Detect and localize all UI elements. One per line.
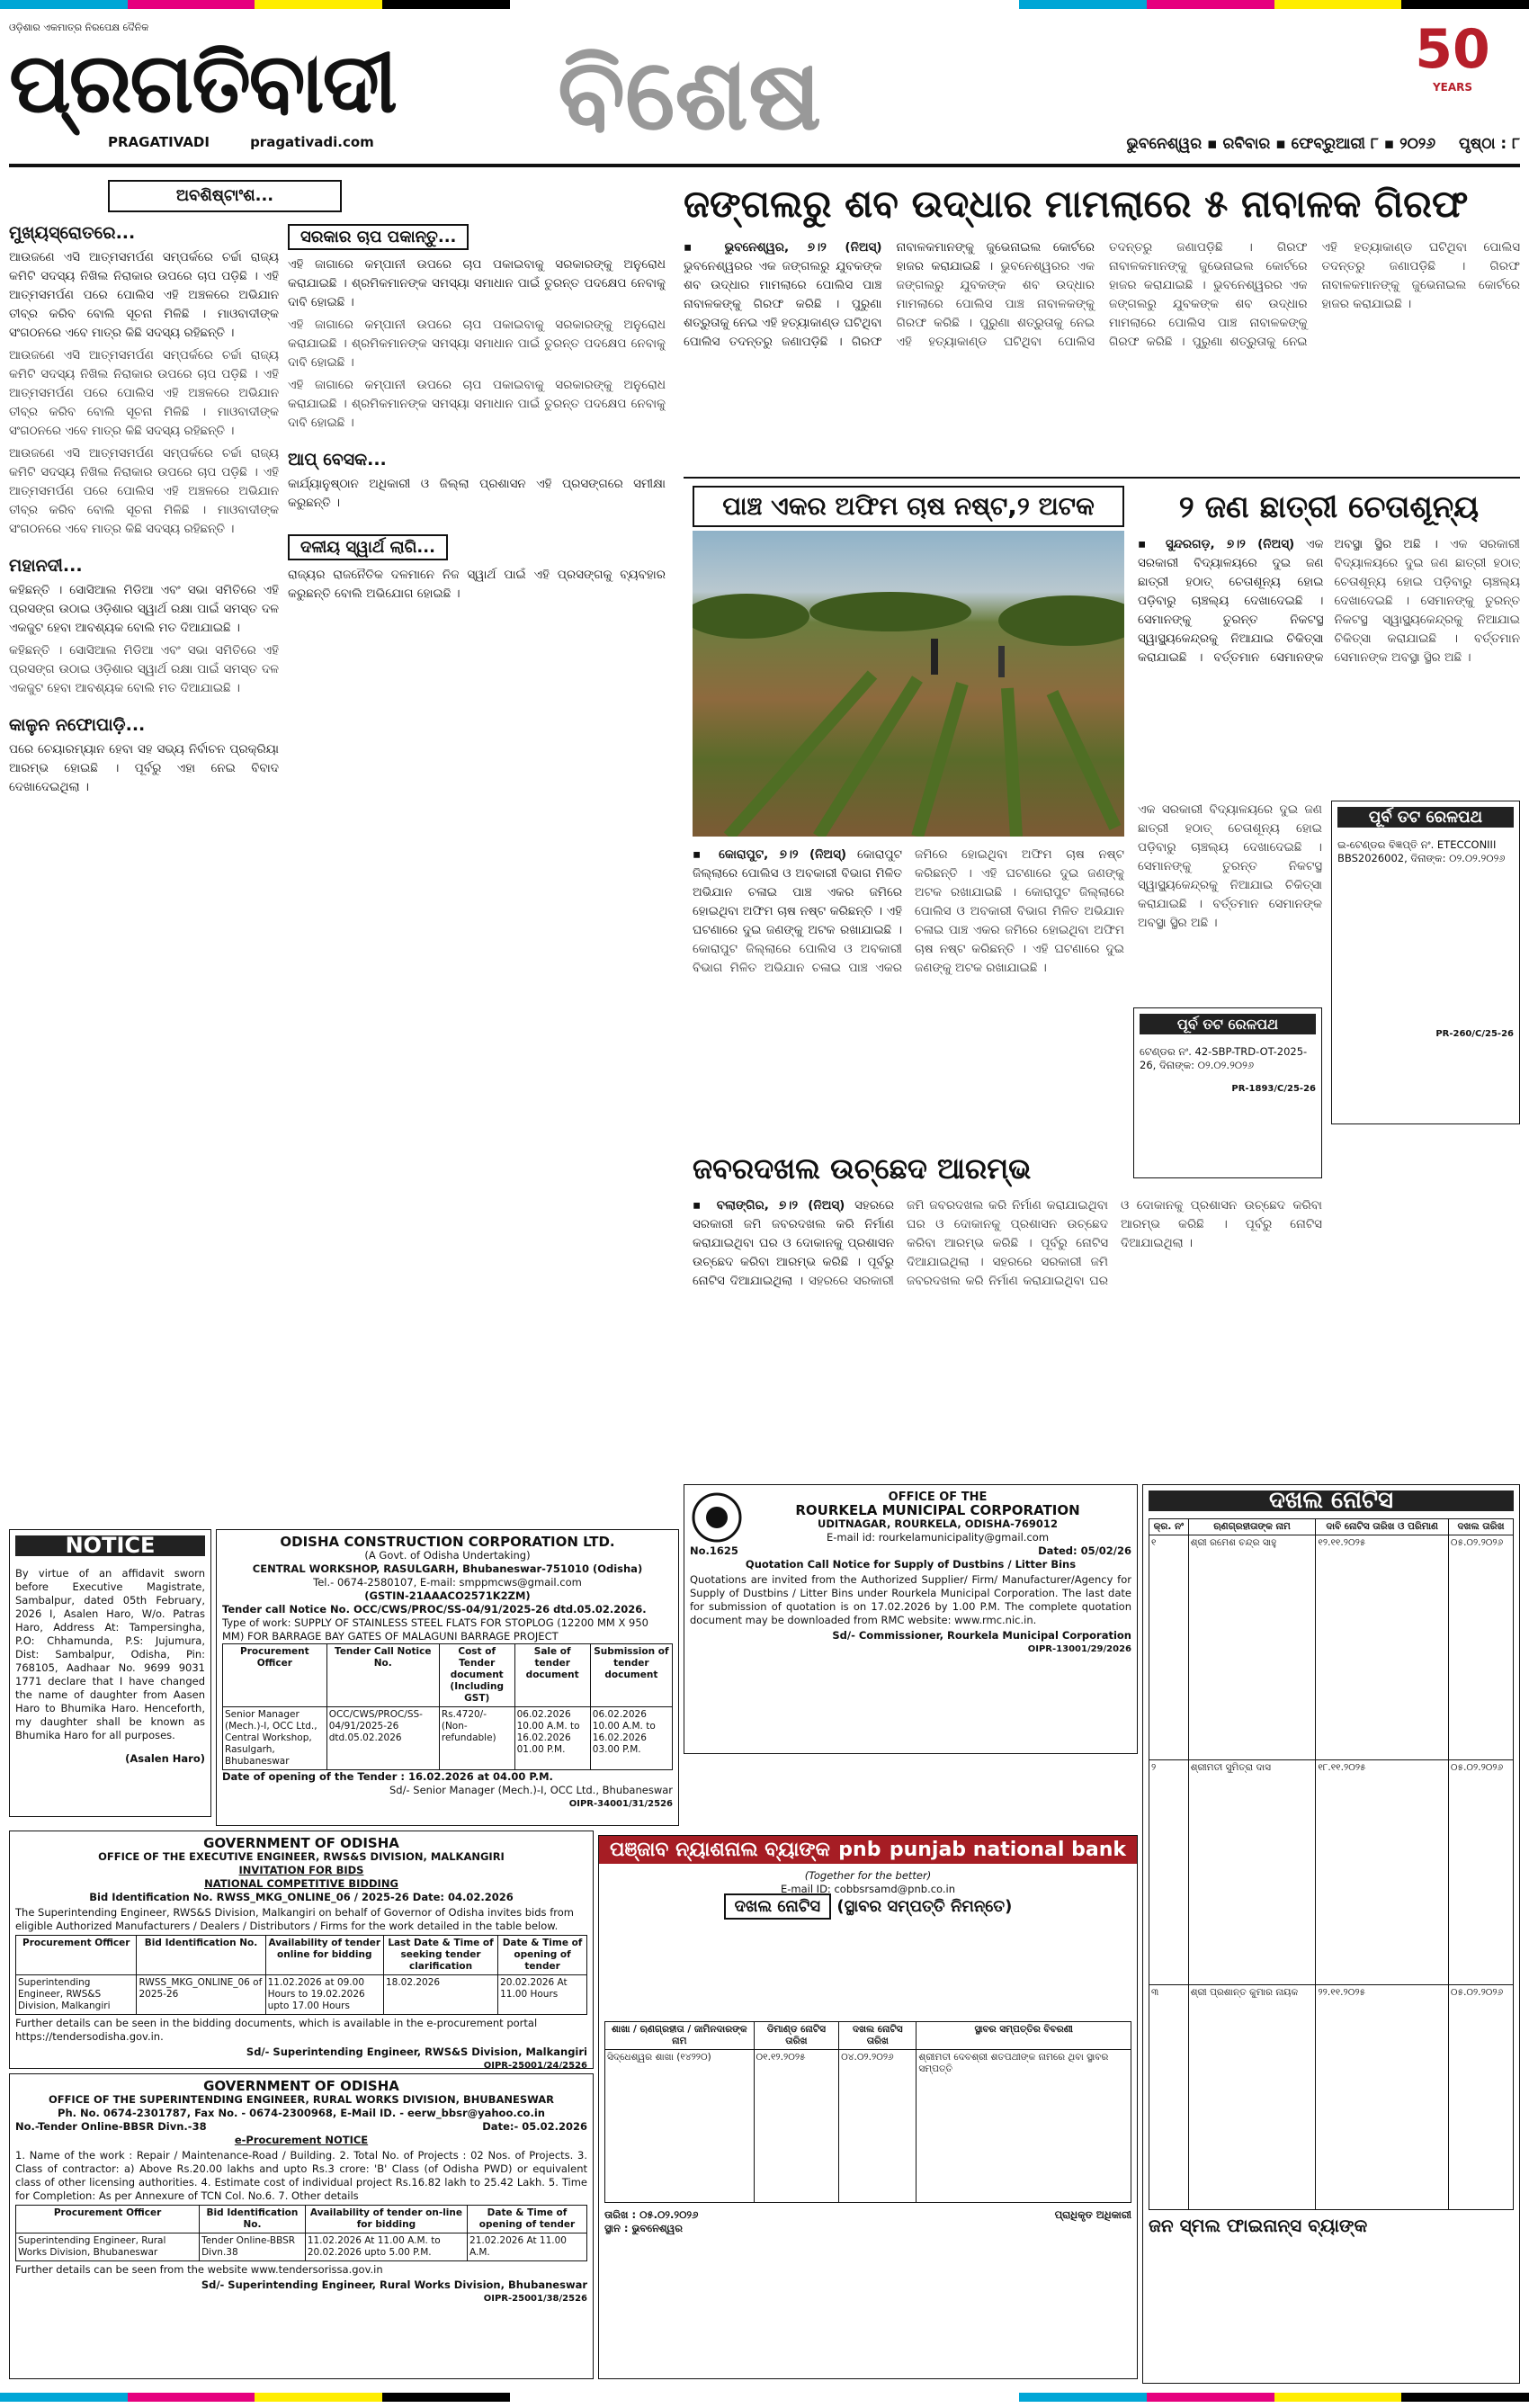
story2-body-block xyxy=(693,846,1124,1142)
rws1-cell-4: 20.02.2026 At 11.00 Hours xyxy=(498,1975,587,2015)
story3-headline: ୨ ଜଣ ଛାତ୍ରୀ ଚେତାଶୂନ୍ୟ xyxy=(1178,489,1480,525)
rw2-cell-1: Tender Online-BBSR Divn.38 xyxy=(200,2233,306,2261)
rw2-cell-3: 21.02.2026 At 11.00 A.M. xyxy=(468,2233,587,2261)
table-row xyxy=(1149,1760,1514,1985)
rws1-cell-3: 18.02.2026 xyxy=(383,1975,497,2015)
occ-tel: Tel.- 0674-2580107, E-mail: smppmcws@gmail.com xyxy=(313,1576,582,1589)
page-number: ପୃଷ୍ଠା : ୮ xyxy=(1459,135,1520,153)
col2-s1-title: ସରକାର ଚାପ ପକାନ୍ତୁ... xyxy=(288,224,469,250)
pnb-col-2: ଦଖଲ ନୋଟିସ ତାରିଖ xyxy=(839,2022,917,2050)
col2-s1-body: ଏହି ଜାଗାରେ କମ୍ପାନୀ ଉପରେ ଚାପ ପକାଇବାକୁ ସରକାରଙ୍କୁ ଅନୁରୋଧ କରାଯାଇଛି । ଶ୍ରମିକମାନଙ୍କ ସମସ୍ୟା ସମାଧାନ ପାଇଁ ତୁରନ୍ତ ପଦକ୍ଷେପ ନେବାକୁ ଦାବି ହୋଇଛି । xyxy=(288,257,666,309)
notice-body: By virtue of an affidavit sworn before Executive Magistrate, Sambalpur, dated 05th February, 2026 I, Asalen Haro, W/o. Patras Haro, Address At: Tampersingha, P.O: Chhamunda, P.S: Jujumura, Dist: Sambalpur, Odisha, Pin: 768105, Aadhaar No. 9699 9031 1771 declare that I have changed the name of daughter from Aasen Haro to Bhumika Haro. Henceforth, my daughter shall be known as Bhumika Haro for all purposes. xyxy=(15,1566,205,1741)
dakhal-r0-c2: ୧୨.୧୧.୨୦୨୫ xyxy=(1316,1535,1449,1760)
dakhal-r1-c0: ୨ xyxy=(1149,1760,1189,1985)
color-registration-bar-top xyxy=(0,0,1529,9)
pnb-possession-notice xyxy=(598,1835,1138,2379)
dakhal-r2-c0: ୩ xyxy=(1149,1985,1189,2210)
story2-dateline: ▪ କୋରାପୁଟ, ୭।୨ (ନିଅସ୍‌) xyxy=(693,847,847,862)
rws1-off: OFFICE OF THE EXECUTIVE ENGINEER, RWS&S DIVISION, MALKANGIRI xyxy=(98,1850,505,1863)
occ-sign: Sd/- Senior Manager (Mech.)-I, OCC Ltd., Bhubaneswar xyxy=(389,1784,673,1796)
dakhal-r0-c0: ୧ xyxy=(1149,1535,1189,1760)
rmc-head: Quotation Call Notice for Supply of Dustbins / Litter Bins xyxy=(745,1558,1077,1571)
left-s3-body: ପରେ ଚେୟାରମ୍ୟାନ ହେବା ସହ ସଭ୍ୟ ନିର୍ବାଚନ ପ୍ରକ୍ରିୟା ଆରମ୍ଭ ହୋଇଛି । ପୂର୍ବରୁ ଏହା ନେଇ ବିବାଦ ଦେଖାଦେଇଥିଲା । xyxy=(9,742,279,794)
rail1-title: ପୂର୍ବ ତଟ ରେଳପଥ xyxy=(1337,807,1514,828)
dakhal-table xyxy=(1149,1518,1514,2210)
rws1-col-2: Availability of tender online for bidding xyxy=(265,1936,383,1975)
left-s1-body: ଆଉଜଣେ ଏସି ଆତ୍ମସମର୍ପଣ ସମ୍ପର୍କରେ ଚର୍ଚ୍ଚା ରାଜ୍ୟ କମିଟି ସଦସ୍ୟ ନିଖିଲ ନିରାକାର ଉପରେ ଚାପ ପଡ଼ିଛି । ଏହି ଆତ୍ମସମର୍ପଣ ପରେ ପୋଲିସ ଏହି ଅଞ୍ଚଳରେ ଅଭିଯାନ ତୀବ୍ର କରିବ ବୋଲି ସୂଚନା ମିଳିଛି । ମାଓବାଦୀଙ୍କ ସଂଗଠନରେ ଏବେ ମାତ୍ର କିଛି ସଦସ୍ୟ ରହିଛନ୍ତି । xyxy=(9,250,279,340)
story1-body: ଭୁବନେଶ୍ୱରର ଏକ ଜଙ୍ଗଲରୁ ଯୁବକଙ୍କ ଶବ ଉଦ୍ଧାର ମାମଲାରେ ପୋଲିସ ପାଞ୍ଚ ନାବାଳକଙ୍କୁ ଗିରଫ କରିଛି । ପୁରୁଣା ଶତ୍ରୁତାକୁ ନେଇ ଏହି ହତ୍ୟାକାଣ୍ଡ ଘଟିଥିବା ପୋଲିସ ତଦନ୍ତରୁ ଜଣାପଡ଼ିଛି । ଗିରଫ ନାବାଳକମାନଙ୍କୁ ଜୁଭେନାଇଲ କୋର୍ଟରେ ହାଜର କରାଯାଇଛି । xyxy=(684,240,1095,349)
rws1-body: The Superintending Engineer, RWS&S Division, Malkangiri on behalf of Governor of Odisha invites bids from eligible Authorized Manufacturers / Dealers / Distributors / Firms for the work detailed in the table below. xyxy=(15,1906,574,1932)
table-row xyxy=(223,1707,673,1770)
occ-cell-0: Senior Manager (Mech.)-I, OCC Ltd., Central Workshop, Rasulgarh, Bhubaneswar xyxy=(223,1707,327,1770)
story4-body-block xyxy=(693,1196,1322,1475)
occ-cell-4: 06.02.2026 10.00 A.M. to 16.02.2026 03.00 P.M. xyxy=(590,1707,672,1770)
rmc-no: No.1625 xyxy=(690,1544,738,1557)
color-registration-bar-bottom xyxy=(0,2393,1529,2402)
rmc-title: OFFICE OF THE xyxy=(888,1490,988,1504)
story3-body-block xyxy=(1138,535,1520,796)
dakhal-r2-c2: ୨୨.୧୧.୨୦୨୫ xyxy=(1316,1985,1449,2210)
story1-headline: ଜଙ୍ଗଲରୁ ଶବ ଉଦ୍ଧାର ମାମଲାରେ ୫ ନାବାଳକ ଗିରଫ xyxy=(684,182,1469,226)
story4-body-cont: ସହରରେ ସରକାରୀ ଜମି ଜବରଦଖଲ କରି ନିର୍ମାଣ କରାଯାଇଥିବା ଘର ଓ ଦୋକାନକୁ ପ୍ରଶାସନ ଉଚ୍ଛେଦ କରିବା ଆରମ୍ଭ କରିଛି । ପୂର୍ବରୁ ନୋଟିସ ଦିଆଯାଇଥିଲା । xyxy=(809,1198,1108,1288)
story1-body-cont2: ଭୁବନେଶ୍ୱରର ଏକ ଜଙ୍ଗଲରୁ ଯୁବକଙ୍କ ଶବ ଉଦ୍ଧାର ମାମଲାରେ ପୋଲିସ ପାଞ୍ଚ ନାବାଳକଙ୍କୁ ଗିରଫ କରିଛି । ପୁରୁଣା ଶତ୍ରୁତାକୁ ନେଇ ଏହି ହତ୍ୟାକାଣ୍ଡ ଘଟିଥିବା ପୋଲିସ ତଦନ୍ତରୁ ଜଣାପଡ଼ିଛି । ଗିରଫ ନାବାଳକମାନଙ୍କୁ ଜୁଭେନାଇଲ କୋର୍ଟରେ ହାଜର କରାଯାଇଛି । xyxy=(1109,240,1520,349)
story4-body: ସହରରେ ସରକାରୀ ଜମି ଜବରଦଖଲ କରି ନିର୍ମାଣ କରାଯାଇଥିବା ଘର ଓ ଦୋକାନକୁ ପ୍ରଶାସନ ଉଚ୍ଛେଦ କରିବା ଆରମ୍ଭ କରିଛି । ପୂର୍ବରୁ ନୋଟିସ ଦିଆଯାଇଥିଲା । xyxy=(693,1198,894,1288)
story4-body-cont2: ସହରରେ ସରକାରୀ ଜମି ଜବରଦଖଲ କରି ନିର୍ମାଣ କରାଯାଇଥିବା ଘର ଓ ଦୋକାନକୁ ପ୍ରଶାସନ ଉଚ୍ଛେଦ କରିବା ଆରମ୍ଭ କରିଛି । ପୂର୍ବରୁ ନୋଟିସ ଦିଆଯାଇଥିଲା । xyxy=(907,1198,1322,1288)
rws1-cell-1: RWSS_MKG_ONLINE_06 of 2025-26 xyxy=(137,1975,265,2015)
dakhal-r0-c3: ୦୫.୦୨.୨୦୨୬ xyxy=(1448,1535,1513,1760)
pnb-cell-2: ୦୪.୦୨.୨୦୨୬ xyxy=(839,2050,917,2203)
left-s1-body-cont2: ଆଉଜଣେ ଏସି ଆତ୍ମସମର୍ପଣ ସମ୍ପର୍କରେ ଚର୍ଚ୍ଚା ରାଜ୍ୟ କମିଟି ସଦସ୍ୟ ନିଖିଲ ନିରାକାର ଉପରେ ଚାପ ପଡ଼ିଛି । ଏହି ଆତ୍ମସମର୍ପଣ ପରେ ପୋଲିସ ଏହି ଅଞ୍ଚଳରେ ଅଭିଯାନ ତୀବ୍ର କରିବ ବୋଲି ସୂଚନା ମିଳିଛି । ମାଓବାଦୀଙ୍କ ସଂଗଠନରେ ଏବେ ମାତ୍ର କିଛି ସଦସ୍ୟ ରହିଛନ୍ତି । xyxy=(9,446,279,536)
masthead-logo xyxy=(9,22,477,166)
pnb-header xyxy=(599,1836,1137,1864)
occ-tender-notice xyxy=(216,1529,679,1826)
pnb-table xyxy=(604,2021,1131,2203)
rmc-oipr: OIPR-13001/29/2026 xyxy=(1027,1644,1131,1654)
masthead-tagline: ଓଡ଼ିଶାର ଏକମାତ୍ର ନିରପେକ୍ଷ ଦୈନିକ xyxy=(9,22,149,33)
pnb-col-1: ଡିମାଣ୍ଡ ନୋଟିସ ତାରିଖ xyxy=(754,2022,839,2050)
logo-text: ପ୍ରଗତିବାଦୀ xyxy=(9,35,396,131)
story2-headline: ପାଞ୍ଚ ଏକର ଅଫିମ ଚାଷ ନଷ୍ଟ,୨ ଅଟକ xyxy=(693,486,1124,527)
rws1-cell-0: Superintending Engineer, RWS&S Division, Malkangiri xyxy=(16,1975,137,2015)
table-row xyxy=(1149,1985,1514,2210)
rw2-no: No.-Tender Online-BBSR Divn.-38 xyxy=(15,2120,207,2133)
occ-col-2: Cost of Tender document (Including GST) xyxy=(439,1644,514,1707)
rural-works-notice xyxy=(9,2073,594,2379)
occ-work: Type of work: SUPPLY OF STAINLESS STEEL FLATS FOR STOPLOG (12200 MM X 950 MM) FOR BARRAGE BAY GATES OF MALAGUNI BARRAGE PROJECT xyxy=(222,1616,648,1643)
story2-body: କୋରାପୁଟ ଜିଲ୍ଲାରେ ପୋଲିସ ଓ ଅବକାରୀ ବିଭାଗ ମିଳିତ ଅଭିଯାନ ଚଳାଇ ପାଞ୍ଚ ଏକର ଜମିରେ ହୋଇଥିବା ଅଫିମ ଚାଷ ନଷ୍ଟ କରିଛନ୍ତି । ଏହି ଘଟଣାରେ ଦୁଇ ଜଣଙ୍କୁ ଅଟକ ରଖାଯାଇଛି । xyxy=(693,847,902,937)
left-column-col1 xyxy=(9,220,279,1475)
occ-col-0: Procurement Officer xyxy=(223,1644,327,1707)
left-s2-title: ମହାନଦୀ... xyxy=(9,556,83,576)
story2-body-cont: କୋରାପୁଟ ଜିଲ୍ଲାରେ ପୋଲିସ ଓ ଅବକାରୀ ବିଭାଗ ମିଳିତ ଅଭିଯାନ ଚଳାଇ ପାଞ୍ଚ ଏକର ଜମିରେ ହୋଇଥିବା ଅଫିମ ଚାଷ ନଷ୍ଟ କରିଛନ୍ତି । ଏହି ଘଟଣାରେ ଦୁଇ ଜଣଙ୍କୁ ଅଟକ ରଖାଯାଇଛି । xyxy=(693,847,1124,975)
story1-dateline: ▪ ଭୁବନେଶ୍ୱର, ୭।୨ (ନିଅସ୍‌) xyxy=(684,240,882,255)
rw2-head: e-Procurement NOTICE xyxy=(234,2134,369,2146)
occ-cell-3: 06.02.2026 10.00 A.M. to 16.02.2026 01.00 P.M. xyxy=(514,1707,590,1770)
col2-s2-title: ଆପ୍ ବେସକ... xyxy=(288,450,387,470)
left-s2-body-cont: କହିଛନ୍ତି । ସୋସିଆଲ ମିଡିଆ ଏବଂ ସଭା ସମିତିରେ ଏହି ପ୍ରସଙ୍ଗ ଉଠାଇ ଓଡ଼ିଶାର ସ୍ୱାର୍ଥ ରକ୍ଷା ପାଇଁ ସମସ୍ତ ଦଳ ଏକଜୁଟ ହେବା ଆବଶ୍ୟକ ବୋଲି ମତ ଦିଆଯାଇଛି । xyxy=(9,643,279,695)
name-change-notice xyxy=(9,1529,211,1817)
rw2-cell-2: 11.02.2026 At 11.00 A.M. to 20.02.2026 upto 5.00 P.M. xyxy=(305,2233,467,2261)
occ-workshop: CENTRAL WORKSHOP, RASULGARH, Bhubaneswar-751010 (Odisha) xyxy=(252,1562,643,1575)
rw2-oipr: OIPR-25001/38/2526 xyxy=(483,2294,587,2304)
rw2-col-1: Bid Identification No. xyxy=(200,2206,306,2233)
pnb-date: ତାରିଖ : ୦୫.୦୨.୨୦୨୬ xyxy=(604,2208,699,2221)
dakhal-r1-c2: ୧୮.୧୧.୨୦୨୫ xyxy=(1316,1760,1449,1985)
opium-field-photo xyxy=(693,531,1124,837)
table-row xyxy=(605,2050,1131,2203)
table-row xyxy=(1149,1535,1514,1760)
dakhal-title: ଦଖଲ ନୋଟିସ xyxy=(1149,1490,1514,1511)
notice-sign: (Asalen Haro) xyxy=(125,1752,205,1765)
left-s1-body-cont: ଆଉଜଣେ ଏସି ଆତ୍ମସମର୍ପଣ ସମ୍ପର୍କରେ ଚର୍ଚ୍ଚା ରାଜ୍ୟ କମିଟି ସଦସ୍ୟ ନିଖିଲ ନିରାକାର ଉପରେ ଚାପ ପଡ଼ିଛି । ଏହି ଆତ୍ମସମର୍ପଣ ପରେ ପୋଲିସ ଏହି ଅଞ୍ଚଳରେ ଅଭିଯାନ ତୀବ୍ର କରିବ ବୋଲି ସୂଚନା ମିଳିଛି । ମାଓବାଦୀଙ୍କ ସଂଗଠନରେ ଏବେ ମାତ୍ର କିଛି ସଦସ୍ୟ ରହିଛନ୍ତି । xyxy=(9,348,279,438)
rw2-off: OFFICE OF THE SUPERINTENDING ENGINEER, RURAL WORKS DIVISION, BHUBANESWAR xyxy=(48,2093,555,2106)
occ-col-1: Tender Call Notice No. xyxy=(326,1644,439,1707)
rws1-col-4: Date & Time of opening of tender xyxy=(498,1936,587,1975)
rw2-cell-0: Superintending Engineer, Rural Works Division, Bhubaneswar xyxy=(16,2233,200,2261)
pnb-cell-1: ୦୧.୧୨.୨୦୨୫ xyxy=(754,2050,839,2203)
masthead-rule xyxy=(9,164,1520,167)
pnb-col-0: ଶାଖା / ଋଣଗ୍ରହୀତା / ଜାମିନଦାରଙ୍କ ନାମ xyxy=(605,2022,755,2050)
left-column-head: ଅବଶିଷ୍ଟାଂଶ... xyxy=(108,180,342,212)
rws1-gov: GOVERNMENT OF ODISHA xyxy=(203,1835,399,1851)
occ-col-3: Sale of tender document xyxy=(514,1644,590,1707)
logo-english: PRAGATIVADI xyxy=(108,134,210,150)
pnb-sub: (ସ୍ଥାବର ସମ୍ପତ୍ତି ନିମନ୍ତେ) xyxy=(836,1897,1013,1916)
dakhal-notice xyxy=(1142,1484,1520,2384)
dakhal-bank: ଜନ ସ୍ମଲ ଫାଇନାନ୍ସ ବ୍ୟାଙ୍କ xyxy=(1149,2215,1368,2236)
dakhal-r2-c1: ଶ୍ରୀ ପ୍ରଶାନ୍ତ କୁମାର ନାୟକ xyxy=(1188,1985,1316,2210)
table-row xyxy=(16,2233,587,2261)
rw2-table xyxy=(15,2205,587,2261)
story4-dateline: ▪ ବଲାଙ୍ଗିର, ୭।୨ (ନିଅସ୍‌) xyxy=(693,1198,845,1213)
notice-title: NOTICE xyxy=(15,1535,205,1556)
rws1-table xyxy=(15,1935,587,2015)
col2-s3-title: ଦଳୀୟ ସ୍ୱାର୍ଥ ଲାଗି... xyxy=(288,534,448,560)
rw2-date: Date:- 05.02.2026 xyxy=(482,2120,587,2133)
left-s3-title: କାଳୁନ ନଫୋପାଡ଼ି... xyxy=(9,715,146,735)
anniversary-label: YEARS xyxy=(1432,81,1473,94)
rw2-tel: Ph. No. 0674-2301787, Fax No. - 0674-2300968, E-Mail ID. - eerw_bbsr@yahoo.co.in xyxy=(58,2107,545,2119)
rmc-date: Dated: 05/02/26 xyxy=(1038,1544,1131,1557)
dakhal-col-3: ଦଖଲ ତାରିଖ xyxy=(1448,1519,1513,1535)
rail2-body: ଟେଣ୍ଡର ନଂ. 42-SBP-TRD-OT-2025-26, ଦିନାଙ୍କ: ୦୨.୦୨.୨୦୨୬ xyxy=(1140,1044,1308,1071)
left-s1-title: ମୁଖ୍ୟସ୍ରୋତରେ... xyxy=(9,223,136,243)
occ-call: Tender call Notice No. OCC/CWS/PROC/SS-04/91/2025-26 dtd.05.02.2026. xyxy=(222,1603,647,1616)
rmc-sign: Sd/- Commissioner, Rourkela Municipal Corporation xyxy=(832,1629,1131,1642)
railway-notice-2 xyxy=(1133,1007,1322,1178)
rws1-col-0: Procurement Officer xyxy=(16,1936,137,1975)
occ-col-4: Submission of tender document xyxy=(590,1644,672,1707)
rw2-col-3: Date & Time of opening of tender xyxy=(468,2206,587,2233)
pnb-logo: pnb xyxy=(838,1839,881,1861)
rw2-gov: GOVERNMENT OF ODISHA xyxy=(203,2078,399,2094)
pnb-col-3: ସ୍ଥାବର ସମ୍ପତ୍ତିର ବିବରଣୀ xyxy=(917,2022,1131,2050)
pnb-odia-name: ପଞ୍ଜାବ ନ୍ୟାଶନାଲ ବ୍ୟାଙ୍କ xyxy=(610,1839,830,1861)
story2-body-cont2: କୋରାପୁଟ ଜିଲ୍ଲାରେ ପୋଲିସ ଓ ଅବକାରୀ ବିଭାଗ ମିଳିତ ଅଭିଯାନ ଚଳାଇ ପାଞ୍ଚ ଏକର ଜମିରେ ହୋଇଥିବା ଅଫିମ ଚାଷ ନଷ୍ଟ କରିଛନ୍ତି । ଏହି ଘଟଣାରେ ଦୁଇ ଜଣଙ୍କୁ ଅଟକ ରଖାଯାଇଛି । xyxy=(915,885,1124,975)
anniversary-number: 50 xyxy=(1415,18,1490,81)
field-photo-icon xyxy=(693,531,1124,837)
rw2-sign: Sd/- Superintending Engineer, Rural Works Division, Bhubaneswar xyxy=(201,2278,587,2291)
rail1-pr: PR-260/C/25-26 xyxy=(1435,1028,1514,1039)
railway-notice-1 xyxy=(1331,801,1520,1124)
rmc-seal-icon xyxy=(690,1490,744,1544)
rws1-col-1: Bid Identification No. xyxy=(137,1936,265,1975)
story1-body-cont: ଭୁବନେଶ୍ୱରର ଏକ ଜଙ୍ଗଲରୁ ଯୁବକଙ୍କ ଶବ ଉଦ୍ଧାର ମାମଲାରେ ପୋଲିସ ପାଞ୍ଚ ନାବାଳକଙ୍କୁ ଗିରଫ କରିଛି । ପୁରୁଣା ଶତ୍ରୁତାକୁ ନେଇ ଏହି ହତ୍ୟାକାଣ୍ଡ ଘଟିଥିବା ପୋଲିସ ତଦନ୍ତରୁ ଜଣାପଡ଼ିଛି । ଗିରଫ ନାବାଳକମାନଙ୍କୁ ଜୁଭେନାଇଲ କୋର୍ଟରେ ହାଜର କରାଯାଇଛି । xyxy=(896,240,1308,349)
occ-cell-2: Rs.4720/- (Non-refundable) xyxy=(439,1707,514,1770)
pnb-email: E-mail ID: cobbsrsamd@pnb.co.in xyxy=(780,1883,956,1895)
pnb-sign: ପ୍ରାଧିକୃତ ଅଧିକାରୀ xyxy=(1054,2208,1131,2221)
rmc-body: Quotations are invited from the Authorized Supplier/ Firm/ Manufacturer/Agency for Supply of Dustbins / Litter Bins under Rourkela Municipal Corporation. The last date for submission of quotation is on 17.02.2026 by 1.00 P.M. The complete quotation document may be downloaded from RMC website: www.rmc.nic.in. xyxy=(690,1573,1131,1626)
story3-body: ଏକ ସରକାରୀ ବିଦ୍ୟାଳୟରେ ଦୁଇ ଜଣ ଛାତ୍ରୀ ହଠାତ୍ ଚେତାଶୂନ୍ୟ ହୋଇ ପଡ଼ିବାରୁ ଚାଞ୍ଚଲ୍ୟ ଦେଖାଦେଇଛି । ସେମାନଙ୍କୁ ତୁରନ୍ତ ନିକଟସ୍ଥ ସ୍ୱାସ୍ଥ୍ୟକେନ୍ଦ୍ରକୁ ନିଆଯାଇ ଚିକିତ୍ସା କରାଯାଇଛି । ବର୍ତ୍ତମାନ ସେମାନଙ୍କ ଅବସ୍ଥା ସ୍ଥିର ଅଛି । xyxy=(1138,537,1438,665)
date-text: ଭୁବନେଶ୍ୱର ▪ ରବିବାର ▪ ଫେବ୍ରୁଆରୀ ୮ ▪ ୨୦୨୬ xyxy=(1126,135,1436,153)
dateline xyxy=(1115,135,1520,160)
occ-table xyxy=(222,1643,673,1770)
story4-headline: ଜବରଦଖଲ ଉଚ୍ଛେଦ ଆରମ୍ଭ xyxy=(693,1151,1032,1186)
dakhal-r1-c3: ୦୫.୦୨.୨୦୨୬ xyxy=(1448,1760,1513,1985)
left-s2-body: କହିଛନ୍ତି । ସୋସିଆଲ ମିଡିଆ ଏବଂ ସଭା ସମିତିରେ ଏହି ପ୍ରସଙ୍ଗ ଉଠାଇ ଓଡ଼ିଶାର ସ୍ୱାର୍ଥ ରକ୍ଷା ପାଇଁ ସମସ୍ତ ଦଳ ଏକଜୁଟ ହେବା ଆବଶ୍ୟକ ବୋଲି ମତ ଦିଆଯାଇଛି । xyxy=(9,583,279,635)
col2-s1-body-cont: ଏହି ଜାଗାରେ କମ୍ପାନୀ ଉପରେ ଚାପ ପକାଇବାକୁ ସରକାରଙ୍କୁ ଅନୁରୋଧ କରାଯାଇଛି । ଶ୍ରମିକମାନଙ୍କ ସମସ୍ୟା ସମାଧାନ ପାଇଁ ତୁରନ୍ତ ପଦକ୍ଷେପ ନେବାକୁ ଦାବି ହୋଇଛି । xyxy=(288,318,666,370)
story3-dateline: ▪ ସୁନ୍ଦରଗଡ଼, ୭।୨ (ନିଅସ୍‌) xyxy=(1138,537,1295,551)
rws1-oipr: OIPR-25001/24/2526 xyxy=(483,2061,587,2069)
rws1-bid: Bid Identification No. RWSS_MKG_ONLINE_06 / 2025-26 Date: 04.02.2026 xyxy=(89,1891,514,1903)
rmc-email: E-mail id: rourkelamunicipality@gmail.com xyxy=(826,1531,1050,1544)
occ-oipr: OIPR-34001/31/2526 xyxy=(568,1799,673,1809)
story1-body-block xyxy=(684,238,1520,472)
center-column-col2 xyxy=(288,220,666,1475)
rw2-col-0: Procurement Officer xyxy=(16,2206,200,2233)
pnb-cell-3: ଶ୍ରୀମତୀ ଦେବଶ୍ରୀ ଶତପଥୀଙ୍କ ନାମରେ ଥିବା ସ୍ଥାବର ସମ୍ପତ୍ତି xyxy=(917,2050,1131,2203)
rmc-org: ROURKELA MUNICIPAL CORPORATION xyxy=(795,1502,1080,1518)
occ-gstin: (GSTIN-21AAACO2571K2ZM) xyxy=(364,1589,531,1602)
rws1-web: Further details can be seen in the bidding documents, which is available in the e-procurement portal https://tendersodisha.gov.in. xyxy=(15,2017,538,2043)
rws1-inv: INVITATION FOR BIDS xyxy=(238,1864,364,1876)
pnb-cell-0: ସିଦ୍ଧେଶ୍ୱର ଶାଖା (୧୪୨୨୦) xyxy=(605,2050,755,2203)
masthead-url: pragativadi.com xyxy=(250,134,374,150)
occ-open: Date of opening of the Tender : 16.02.2026 at 04.00 P.M. xyxy=(222,1770,553,1783)
dakhal-col-1: ଋଣଗ୍ରହୀତାଙ୍କ ନାମ xyxy=(1188,1519,1316,1535)
rmc-quotation-notice xyxy=(684,1484,1138,1754)
occ-cell-1: OCC/CWS/PROC/SS-04/91/2025-26 dtd.05.02.2026 xyxy=(326,1707,439,1770)
rw2-body: 1. Name of the work : Repair / Maintenance-Road / Building. 2. Total No. of Projects : 02 Nos. of Projects. 3. Class of contractor: a) Above Rs.20.00 lakhs and upto Rs.3 crore: 'B' Class (of Odisha PWD) or equivalent class of other licensing authorities. 4. Estimate cost of individual project Rs.16.82 lakh to 25.42 Lakh. 5. Time for Completion: As per Annexure of TCN Col. No.6. 7. Other details xyxy=(15,2149,587,2202)
rws1-col-3: Last Date & Time of seeking tender clarification xyxy=(383,1936,497,1975)
table-row xyxy=(16,1975,587,2015)
pnb-head: ଦଖଲ ନୋଟିସ xyxy=(724,1893,831,1920)
dakhal-r1-c1: ଶ୍ରୀମତୀ ସୁମିତ୍ରା ଦାସ xyxy=(1188,1760,1316,1985)
story3-body-cont2: ଏକ ସରକାରୀ ବିଦ୍ୟାଳୟରେ ଦୁଇ ଜଣ ଛାତ୍ରୀ ହଠାତ୍ ଚେତାଶୂନ୍ୟ ହୋଇ ପଡ଼ିବାରୁ ଚାଞ୍ଚଲ୍ୟ ଦେଖାଦେଇଛି । ସେମାନଙ୍କୁ ତୁରନ୍ତ ନିକଟସ୍ଥ ସ୍ୱାସ୍ଥ୍ୟକେନ୍ଦ୍ରକୁ ନିଆଯାଇ ଚିକିତ୍ସା କରାଯାଇଛି । ବର୍ତ୍ତମାନ ସେମାନଙ୍କ ଅବସ୍ଥା ସ୍ଥିର ଅଛି । xyxy=(1138,802,1322,930)
col2-s2-body: କାର୍ଯ୍ୟାନୁଷ୍ଠାନ ଅଧିକାରୀ ଓ ଜିଲ୍ଲା ପ୍ରଶାସନ ଏହି ପ୍ରସଙ୍ଗରେ ସମୀକ୍ଷା କରୁଛନ୍ତି । xyxy=(288,477,666,510)
occ-title: ODISHA CONSTRUCTION CORPORATION LTD. xyxy=(280,1534,615,1550)
occ-sub: (A Govt. of Odisha Undertaking) xyxy=(364,1549,531,1562)
rmc-addr: UDITNAGAR, ROURKELA, ODISHA-769012 xyxy=(818,1517,1058,1530)
dakhal-col-0: କ୍ର. ନଂ xyxy=(1149,1519,1189,1535)
rw2-col-2: Availability of tender on-line for bidding xyxy=(305,2206,467,2233)
section-title: ବିଶେଷ xyxy=(558,37,822,152)
rail1-body: ଇ-ଟେଣ୍ଡର ବିଜ୍ଞପ୍ତି ନଂ. ETECCONIII BBS2026002, ଦିନାଙ୍କ: ୦୨.୦୨.୨୦୨୬ xyxy=(1337,837,1506,864)
rail2-title: ପୂର୍ବ ତଟ ରେଳପଥ xyxy=(1140,1014,1316,1034)
col2-s1-body-cont2: ଏହି ଜାଗାରେ କମ୍ପାନୀ ଉପରେ ଚାପ ପକାଇବାକୁ ସରକାରଙ୍କୁ ଅନୁରୋଧ କରାଯାଇଛି । ଶ୍ରମିକମାନଙ୍କ ସମସ୍ୟା ସମାଧାନ ପାଇଁ ତୁରନ୍ତ ପଦକ୍ଷେପ ନେବାକୁ ଦାବି ହୋଇଛି । xyxy=(288,378,666,430)
pnb-english-name: punjab national bank xyxy=(889,1839,1126,1861)
story3-body-cont: ଏକ ସରକାରୀ ବିଦ୍ୟାଳୟରେ ଦୁଇ ଜଣ ଛାତ୍ରୀ ହଠାତ୍ ଚେତାଶୂନ୍ୟ ହୋଇ ପଡ଼ିବାରୁ ଚାଞ୍ଚଲ୍ୟ ଦେଖାଦେଇଛି । ସେମାନଙ୍କୁ ତୁରନ୍ତ ନିକଟସ୍ଥ ସ୍ୱାସ୍ଥ୍ୟକେନ୍ଦ୍ରକୁ ନିଆଯାଇ ଚିକିତ୍ସା କରାଯାଇଛି । ବର୍ତ୍ତମାନ ସେମାନଙ୍କ ଅବସ୍ଥା ସ୍ଥିର ଅଛି । xyxy=(1334,537,1520,665)
pnb-place: ସ୍ଥାନ : ଭୁବନେଶ୍ୱର xyxy=(604,2222,684,2234)
col2-s3-body: ରାଜ୍ୟର ରାଜନୈତିକ ଦଳମାନେ ନିଜ ସ୍ୱାର୍ଥ ପାଇଁ ଏହି ପ୍ରସଙ୍ଗକୁ ବ୍ୟବହାର କରୁଛନ୍ତି ବୋଲି ଅଭିଯୋଗ ହୋଇଛି । xyxy=(288,568,666,601)
rws-malkangiri-notice xyxy=(9,1831,594,2069)
rws1-cell-2: 11.02.2026 at 09.00 Hours to 19.02.2026 upto 17.00 Hours xyxy=(265,1975,383,2015)
rail2-pr: PR-1893/C/25-26 xyxy=(1231,1084,1316,1094)
dakhal-col-2: ଦାବି ନୋଟିସ ତାରିଖ ଓ ପରିମାଣ xyxy=(1316,1519,1449,1535)
dakhal-r2-c3: ୦୫.୦୨.୨୦୨୬ xyxy=(1448,1985,1513,2210)
dakhal-r0-c1: ଶ୍ରୀ ରମେଶ ଚନ୍ଦ୍ର ସାହୁ xyxy=(1188,1535,1316,1760)
rws1-ncb: NATIONAL COMPETITIVE BIDDING xyxy=(204,1877,398,1890)
anniversary-badge xyxy=(1385,18,1520,153)
rws1-sign: Sd/- Superintending Engineer, RWS&S Division, Malkangiri xyxy=(246,2045,587,2058)
rw2-web: Further details can be seen from the website www.tendersorissa.gov.in xyxy=(15,2263,383,2276)
pnb-tagline: (Together for the better) xyxy=(804,1869,932,1882)
story1-rule xyxy=(684,477,1520,479)
